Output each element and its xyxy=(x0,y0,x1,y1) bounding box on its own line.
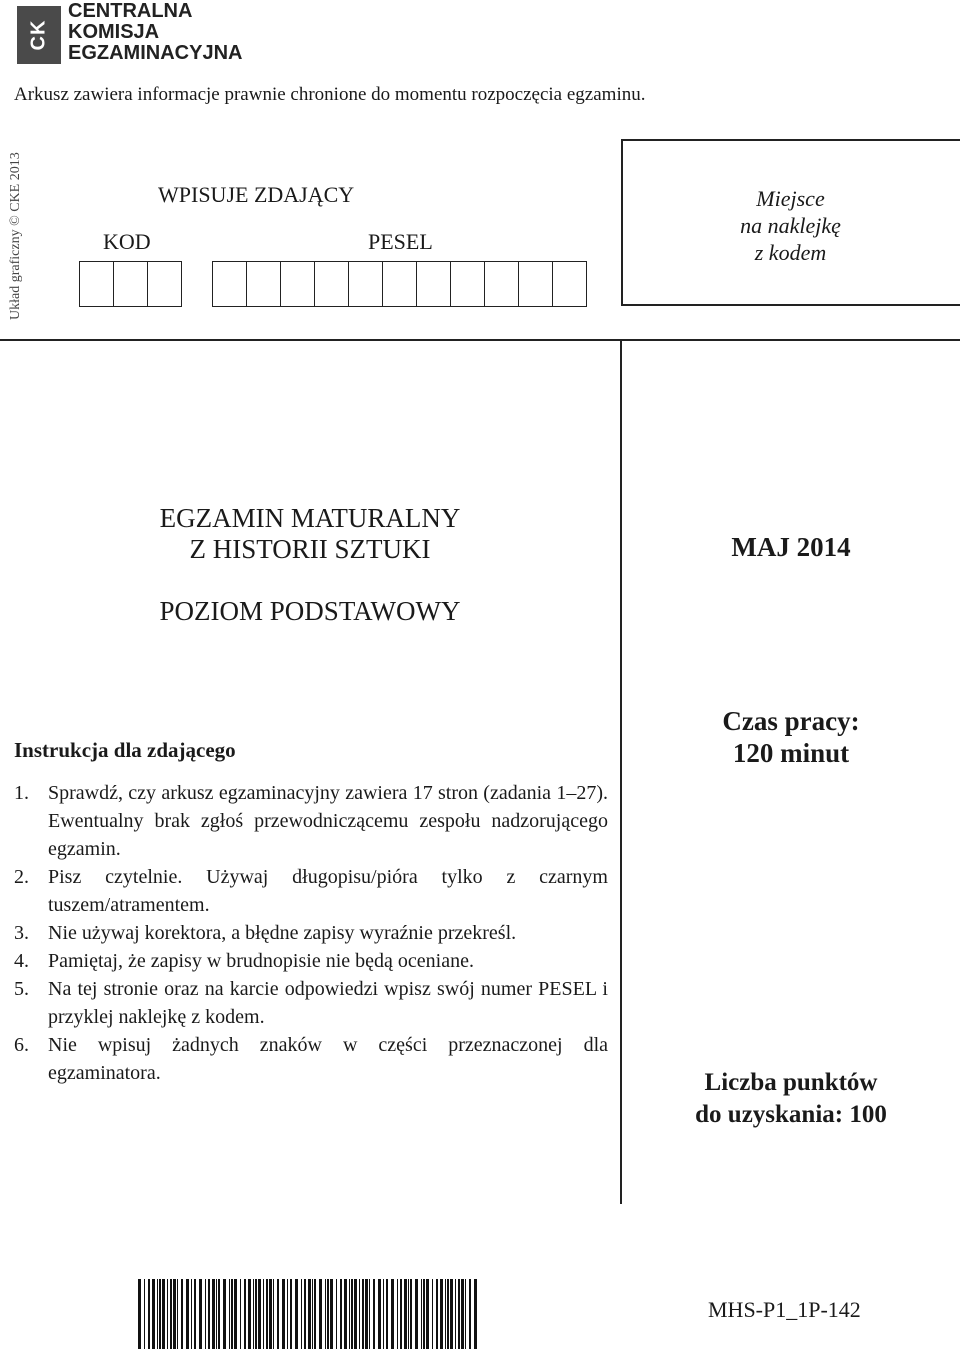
barcode-bar xyxy=(386,1279,388,1349)
barcode-bar xyxy=(255,1279,257,1349)
barcode-bar xyxy=(447,1279,449,1349)
barcode-bar xyxy=(327,1279,329,1349)
barcode-bar xyxy=(290,1279,292,1349)
barcode-bar xyxy=(162,1279,165,1349)
barcode-bar xyxy=(240,1279,241,1349)
barcode-bar xyxy=(440,1279,443,1349)
barcode-bar xyxy=(167,1279,168,1349)
barcode-bar xyxy=(191,1279,192,1349)
pesel-cell[interactable] xyxy=(212,261,247,307)
barcode-bar xyxy=(144,1279,145,1349)
pesel-cell[interactable] xyxy=(450,261,485,307)
copyright-side-text: Układ graficzny © CKE 2013 xyxy=(8,152,23,320)
max-points-line1: Liczba punktów xyxy=(704,1069,878,1096)
barcode-bar xyxy=(362,1279,364,1349)
barcode-bar xyxy=(432,1279,433,1349)
barcode-bar xyxy=(248,1279,251,1349)
barcode-bar xyxy=(415,1279,418,1349)
barcode-bar xyxy=(170,1279,172,1349)
confidential-notice: Arkusz zawiera informacje prawnie chronione do momentu rozpoczęcia egzaminu. xyxy=(14,84,646,105)
working-time-label: Czas pracy: xyxy=(722,706,860,736)
barcode-bar xyxy=(369,1279,370,1349)
barcode-bar xyxy=(148,1279,150,1349)
pesel-cell[interactable] xyxy=(382,261,417,307)
barcode-bar xyxy=(159,1279,161,1349)
barcode-bar xyxy=(330,1279,333,1349)
barcode-bar xyxy=(426,1279,429,1349)
barcode-bar xyxy=(216,1279,217,1349)
sticker-line: na naklejkę xyxy=(740,213,841,238)
logo-line: KOMISJA xyxy=(68,21,160,43)
exam-date: MAJ 2014 xyxy=(731,532,851,562)
barcode-bar xyxy=(212,1279,215,1349)
kod-input-cells[interactable] xyxy=(80,261,182,307)
barcode-bar xyxy=(344,1279,347,1349)
barcode xyxy=(138,1279,480,1349)
divider-horizontal xyxy=(0,339,960,341)
barcode-bar xyxy=(474,1279,477,1349)
logo-line: CENTRALNA xyxy=(68,0,193,22)
pesel-cell[interactable] xyxy=(280,261,315,307)
barcode-bar xyxy=(465,1279,466,1349)
cke-logo-mark: CK xyxy=(17,6,61,64)
pesel-cell[interactable] xyxy=(246,261,281,307)
barcode-bar xyxy=(378,1279,381,1349)
barcode-bar xyxy=(229,1279,230,1349)
barcode-bar xyxy=(177,1279,178,1349)
instructions-heading: Instrukcja dla zdającego xyxy=(14,738,236,762)
barcode-bar xyxy=(266,1279,268,1349)
exam-level: POZIOM PODSTAWOWY xyxy=(159,596,461,626)
barcode-bar xyxy=(253,1279,254,1349)
barcode-bar xyxy=(273,1279,274,1349)
barcode-bar xyxy=(436,1279,438,1349)
barcode-bar xyxy=(231,1279,233,1349)
barcode-bar xyxy=(423,1279,425,1349)
pesel-cell[interactable] xyxy=(552,261,587,307)
barcode-bar xyxy=(455,1279,456,1349)
barcode-bar xyxy=(458,1279,460,1349)
barcode-bar xyxy=(461,1279,464,1349)
pesel-cell[interactable] xyxy=(416,261,451,307)
exam-title-line1: EGZAMIN MATURALNY xyxy=(159,503,461,533)
pesel-cell[interactable] xyxy=(314,261,349,307)
barcode-bar xyxy=(277,1279,279,1349)
barcode-bar xyxy=(445,1279,446,1349)
barcode-bar xyxy=(269,1279,272,1349)
candidate-fills-heading: WPISUJE ZDAJĄCY xyxy=(158,182,355,207)
barcode-bar xyxy=(410,1279,412,1349)
barcode-bar xyxy=(295,1279,298,1349)
barcode-bar xyxy=(234,1279,237,1349)
barcode-bar xyxy=(205,1279,206,1349)
barcode-bar xyxy=(325,1279,326,1349)
exam-code: MHS-P1_1P-142 xyxy=(708,1297,861,1322)
barcode-bar xyxy=(208,1279,210,1349)
barcode-bar xyxy=(263,1279,264,1349)
barcode-bar xyxy=(138,1279,141,1349)
barcode-bar xyxy=(301,1279,302,1349)
working-time xyxy=(622,705,960,769)
instructions-list xyxy=(14,779,608,1087)
barcode-bar xyxy=(359,1279,360,1349)
exam-title-line2: Z HISTORII SZTUKI xyxy=(189,534,431,564)
barcode-bar xyxy=(373,1279,375,1349)
barcode-bar xyxy=(408,1279,409,1349)
logo-line: EGZAMINACYJNA xyxy=(68,42,243,64)
instruction-item: 3. Nie używaj korektora, a błędne zapisy wyraźnie przekreśl. xyxy=(14,922,517,944)
instruction-item: 6. Nie wpisuj żadnych znaków w części przeznaczonej dla egzaminatora. xyxy=(14,1034,608,1084)
sticker-line: z kodem xyxy=(754,240,827,265)
kod-cell[interactable] xyxy=(113,261,148,307)
barcode-bar xyxy=(312,1279,313,1349)
barcode-bar xyxy=(186,1279,189,1349)
barcode-bar xyxy=(223,1279,226,1349)
barcode-bar xyxy=(244,1279,246,1349)
barcode-bar xyxy=(199,1279,202,1349)
barcode-bar xyxy=(282,1279,285,1349)
barcode-bar xyxy=(383,1279,384,1349)
barcode-bar xyxy=(287,1279,288,1349)
max-points-line2: do uzyskania: 100 xyxy=(695,1101,887,1128)
barcode-bar xyxy=(351,1279,353,1349)
barcode-bar xyxy=(181,1279,183,1349)
barcode-bar xyxy=(349,1279,350,1349)
kod-cell[interactable] xyxy=(147,261,182,307)
pesel-input-cells[interactable] xyxy=(213,261,587,307)
barcode-bar xyxy=(314,1279,316,1349)
kod-cell[interactable] xyxy=(79,261,114,307)
barcode-bar xyxy=(365,1279,368,1349)
barcode-bar xyxy=(218,1279,220,1349)
instruction-item: 2. Pisz czytelnie. Używaj długopisu/pióra tylko z czarnym tuszem/atramentem. xyxy=(14,866,608,916)
barcode-bar xyxy=(173,1279,176,1349)
instruction-item: 1. Sprawdź, czy arkusz egzaminacyjny zawiera 17 stron (zadania 1–27). Ewentualny brak zgłoś przewodniczącemu zespołu nadzorującego egzamin. xyxy=(14,782,608,860)
pesel-cell[interactable] xyxy=(348,261,383,307)
cke-logo-text xyxy=(68,1,242,64)
barcode-bar xyxy=(397,1279,398,1349)
barcode-bar xyxy=(308,1279,311,1349)
barcode-bar xyxy=(340,1279,342,1349)
barcode-bar xyxy=(469,1279,471,1349)
kod-label: KOD xyxy=(103,229,151,254)
barcode-bar xyxy=(319,1279,322,1349)
barcode-bar xyxy=(450,1279,453,1349)
barcode-bar xyxy=(391,1279,394,1349)
pesel-cell[interactable] xyxy=(484,261,519,307)
sticker-label xyxy=(621,185,960,266)
instruction-item: 5. Na tej stronie oraz na karcie odpowiedzi wpisz swój numer PESEL i przyklej naklejkę z kodem. xyxy=(14,978,608,1028)
pesel-cell[interactable] xyxy=(518,261,553,307)
max-points xyxy=(622,1067,960,1131)
sticker-line: Miejsce xyxy=(756,186,825,211)
pesel-label: PESEL xyxy=(368,229,433,254)
barcode-bar xyxy=(404,1279,407,1349)
barcode-bar xyxy=(421,1279,422,1349)
barcode-bar xyxy=(336,1279,337,1349)
barcode-bar xyxy=(354,1279,357,1349)
barcode-bar xyxy=(400,1279,402,1349)
barcode-bar xyxy=(304,1279,306,1349)
barcode-bar xyxy=(157,1279,158,1349)
barcode-bar xyxy=(152,1279,155,1349)
barcode-bar xyxy=(194,1279,196,1349)
barcode-bar xyxy=(258,1279,261,1349)
working-time-value: 120 minut xyxy=(732,738,850,768)
instruction-item: 4. Pamiętaj, że zapisy w brudnopisie nie będą oceniane. xyxy=(14,950,474,972)
